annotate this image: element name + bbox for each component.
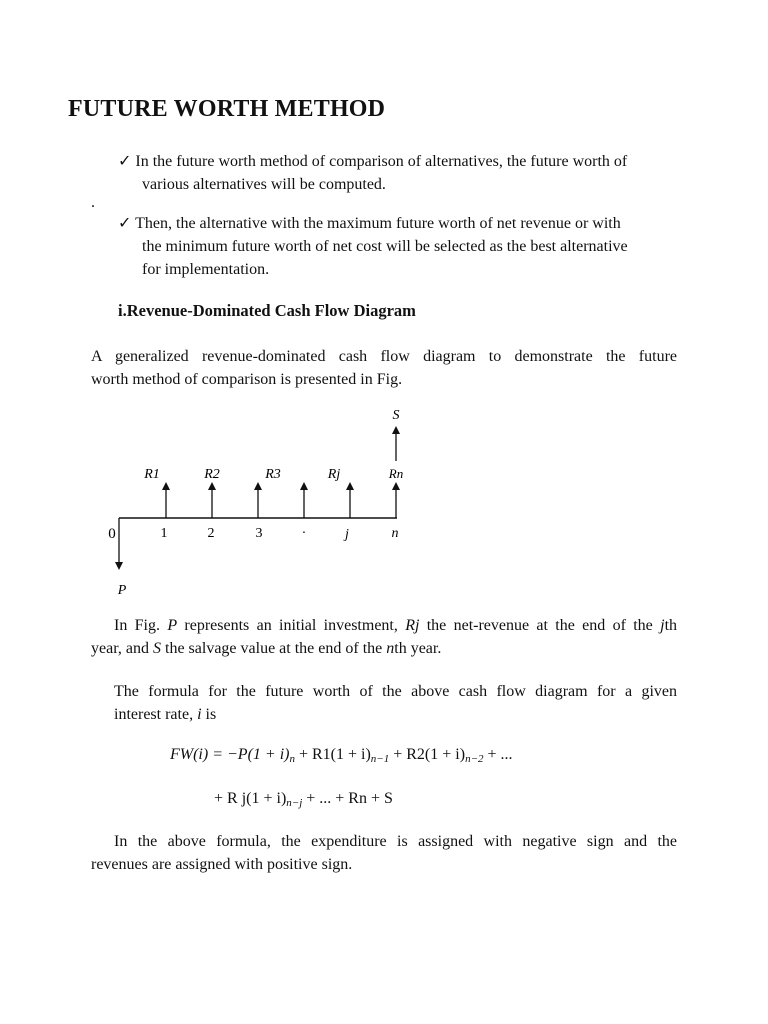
revenue-label: Rn xyxy=(388,466,404,481)
salvage-label: S xyxy=(392,408,400,423)
conclusion-paragraph: In the above formula, the expenditure is assigned with negative sign and the revenues are assigned with positive sign. xyxy=(91,833,677,873)
checkmark-icon: ✓ xyxy=(118,153,132,170)
period-label: 2 xyxy=(207,526,215,541)
bullet-item: ✓ In the future worth method of comparison of alternatives, the future worth of various alternatives will be computed. xyxy=(118,153,628,193)
period-label: n xyxy=(391,526,399,541)
period-label: · xyxy=(301,526,307,541)
formula-line-2: + R $j(1 + i)_{n-j}$ + ... + Rn + S xyxy=(214,790,393,809)
cash-flow-diagram xyxy=(0,395,768,605)
page-title: FUTURE WORTH METHOD xyxy=(68,96,386,122)
period-label: 1 xyxy=(160,526,168,541)
intro-paragraph: A generalized revenue-dominated cash flow diagram to demonstrate the future worth method of comparison is presented in Fig. xyxy=(91,348,677,388)
revenue-label: R3 xyxy=(265,467,281,482)
explanation-paragraph: In Fig. P represents an initial investment, Rj the net-revenue at the end of the jth year, and S the salvage value at the end of the nth year. xyxy=(91,617,678,657)
section-heading: i.Revenue-Dominated Cash Flow Diagram xyxy=(118,301,416,320)
stray-mark: . xyxy=(91,194,95,211)
formula-intro-paragraph: The formula for the future worth of the above cash flow diagram for a given interest rate, i is xyxy=(114,683,677,723)
bullet-item: ✓ Then, the alternative with the maximum future worth of net revenue or with the minimum future worth of net cost will be selected as the best alternative for implementation. xyxy=(118,215,628,278)
revenue-label: Rj xyxy=(327,467,341,482)
period-label: j xyxy=(345,527,349,542)
investment-label: P xyxy=(117,583,127,598)
revenue-label: R2 xyxy=(204,467,220,482)
origin-label: 0 xyxy=(108,526,116,542)
formula-line-1: $FW(i) = -P(1 + i)_n + R1(1 + i)_{n-1} + R2(1 + i)_{n-2}$ + ... xyxy=(170,746,513,765)
period-label: 3 xyxy=(255,526,263,541)
checkmark-icon: ✓ xyxy=(118,215,132,232)
revenue-label: R1 xyxy=(144,467,160,482)
